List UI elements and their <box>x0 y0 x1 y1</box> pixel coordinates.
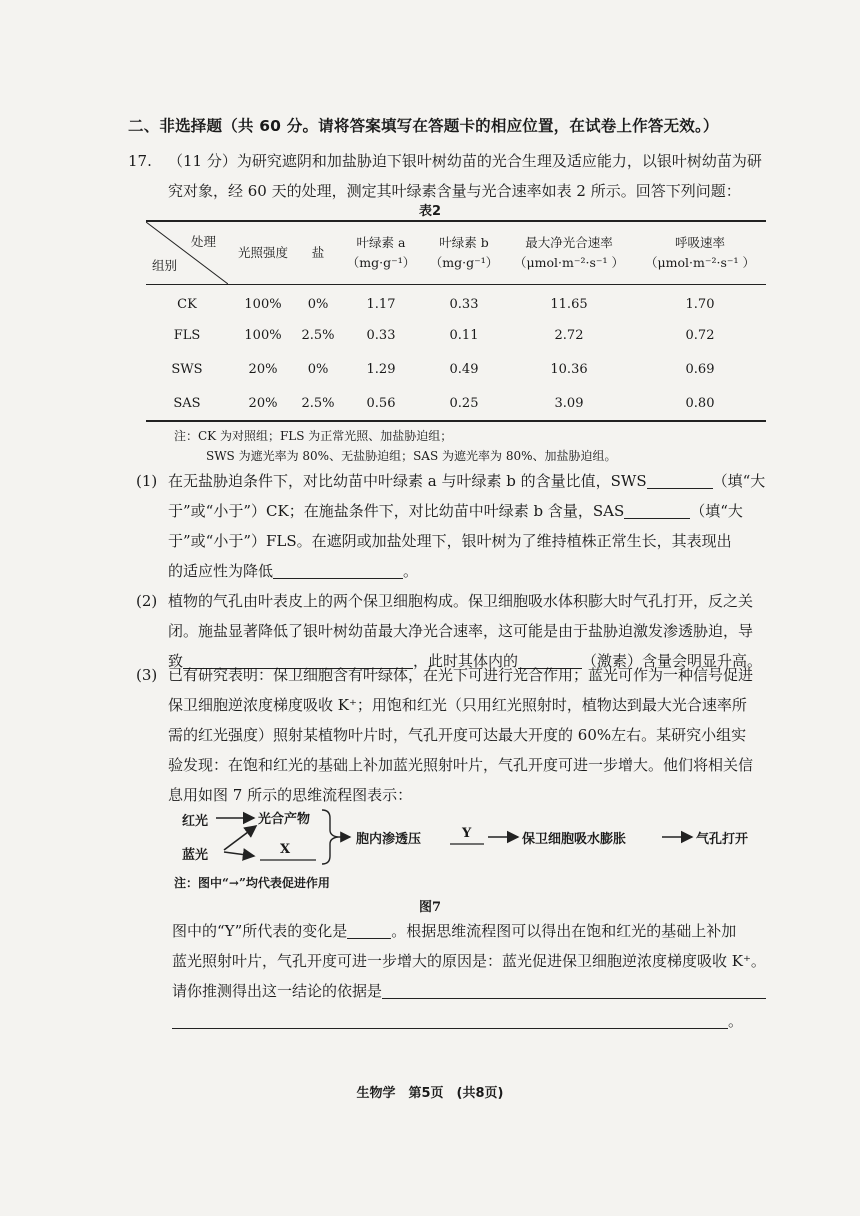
table-row <box>146 285 766 319</box>
table-cell: 0.33 <box>366 328 396 343</box>
part-1 <box>136 466 786 586</box>
table-note-line-2: SWS 为遮光率为 80%、无盐胁迫组；SAS 为遮光率为 80%、加盐胁迫组。 <box>206 449 617 463</box>
part-1-text: 的适应性为降低 <box>168 562 274 580</box>
table-cell: 0.56 <box>366 395 396 411</box>
header-chl-a: 叶绿素 a （mg·g⁻¹） <box>346 235 416 270</box>
figure-caption: 图7 <box>418 900 442 915</box>
question-17-intro <box>128 146 768 206</box>
header-chl-b: 叶绿素 b （mg·g⁻¹） <box>429 235 499 270</box>
flow-diagram <box>180 800 780 870</box>
table-cell: 1.17 <box>366 297 396 313</box>
part-3-text: 已有研究表明：保卫细胞含有叶绿体，在光下可进行光合作用；蓝光可作为一种信号促进 <box>168 666 754 684</box>
part-1-text: （填“大 <box>690 502 743 520</box>
corner-cell <box>146 221 228 285</box>
part-2-text: ，此时其体内的 <box>413 652 519 670</box>
table-cell: FLS <box>173 328 201 343</box>
table-cell: 20% <box>248 395 278 411</box>
header-respiration: 呼吸速率 （μmol·m⁻²·s⁻¹ ） <box>645 235 755 270</box>
table-cell: 100% <box>244 328 282 343</box>
answer-blank-7[interactable] <box>382 980 766 999</box>
part-1-text: 于”或“小于”）FLS。在遮阴或加盐处理下，银叶树为了维持植株正常生长，其表现出 <box>168 532 732 550</box>
table-cell: 0.69 <box>685 362 715 377</box>
table-cell: CK <box>177 297 197 313</box>
part-3-text: 验发现：在饱和红光的基础上补加蓝光照射叶片，气孔开度可进一步增大。他们将相关信 <box>168 756 754 774</box>
corner-bottom-label: 组别 <box>152 258 178 273</box>
question-number: 17. <box>128 152 152 170</box>
header-light: 光照强度 <box>237 245 288 260</box>
part-3-text: 息用如图 7 所示的思维流程图表示： <box>168 786 413 804</box>
answer-blank-6[interactable] <box>347 920 391 939</box>
part-2-text: 植物的气孔由叶表皮上的两个保卫细胞构成。保卫细胞吸水体积膨大时气孔打开，反之关 <box>168 592 754 610</box>
table-cell: 0.33 <box>449 297 479 313</box>
table-cell: SWS <box>171 362 203 377</box>
table-cell: 2.72 <box>554 328 584 343</box>
table-cell: 0% <box>307 297 329 313</box>
intro-line-1: （11 分）为研究遮阴和加盐胁迫下银叶树幼苗的光合生理及适应能力，以银叶树幼苗为研 <box>168 152 762 170</box>
part-3-text: 保卫细胞逆浓度梯度吸收 K⁺；用饱和红光（只用红光照射时，植物达到最大光合速率所 <box>168 696 747 714</box>
table-cell: 10.36 <box>550 362 588 377</box>
part-1-text: 。 <box>403 562 419 580</box>
table-cell: 0.80 <box>685 395 715 411</box>
flow-photosynthetic-product: 光合产物 <box>258 812 311 827</box>
tail-text: 图中的“Y”所代表的变化是 <box>172 922 348 940</box>
table-note-line-1: 注：CK 为对照组；FLS 为正常光照、加盐胁迫组； <box>174 429 453 443</box>
part-2-label: (2) <box>136 592 158 610</box>
flow-guard-cell-swelling: 保卫细胞吸水膨胀 <box>522 832 627 847</box>
table-cell: SAS <box>173 395 201 411</box>
tail-text: 。 <box>728 1012 744 1030</box>
table-cell: 1.70 <box>685 297 715 313</box>
table-cell: 1.29 <box>366 362 396 377</box>
table-header-row <box>146 221 766 285</box>
table-cell: 0.25 <box>449 395 479 411</box>
tail-text: 请你推测得出这一结论的依据是 <box>172 982 383 1000</box>
answer-blank-8[interactable] <box>172 1010 728 1029</box>
table-row <box>146 387 766 421</box>
corner-top-label: 处理 <box>190 234 216 249</box>
table-row <box>146 353 766 387</box>
answer-blank-3[interactable] <box>273 560 403 579</box>
data-table <box>146 220 766 422</box>
answer-blank-2[interactable] <box>624 500 690 519</box>
part-2-text: 闭。施盐显著降低了银叶树幼苗最大净光合速率，这可能是由于盐胁迫激发渗透胁迫，导 <box>168 622 754 640</box>
figure-note: 注：图中“→”均代表促进作用 <box>174 876 330 890</box>
intro-line-2: 究对象，经 60 天的处理，测定其叶绿素含量与光合速率如表 2 所示。回答下列问题： <box>168 182 741 200</box>
table-cell: 0.49 <box>449 362 479 377</box>
flow-stomata-open: 气孔打开 <box>696 832 749 847</box>
header-salt: 盐 <box>311 245 325 260</box>
flow-blue-light: 蓝光 <box>182 848 209 863</box>
flow-red-light: 红光 <box>182 814 209 829</box>
table-caption: 表2 <box>418 204 442 219</box>
part-1-text: 在无盐胁迫条件下，对比幼苗中叶绿素 a 与叶绿素 b 的含量比值，SWS <box>168 472 647 490</box>
flow-x-label: X <box>280 842 291 857</box>
table-row <box>146 319 766 353</box>
section-title: 二、非选择题（共 60 分。请将答案填写在答题卡的相应位置，在试卷上作答无效。） <box>128 117 719 135</box>
part-3 <box>136 660 786 810</box>
tail-text: 。根据思维流程图可以得出在饱和红光的基础上补加 <box>391 922 737 940</box>
table-cell: 0.72 <box>685 328 715 343</box>
part-1-text: 于”或“小于”）CK；在施盐条件下，对比幼苗中叶绿素 b 含量，SAS <box>168 502 625 520</box>
table-cell: 2.5% <box>301 328 335 343</box>
table-cell: 11.65 <box>550 297 588 313</box>
part-3-label: (3) <box>136 666 158 684</box>
part-1-label: (1) <box>136 472 158 490</box>
header-max-net-photosynthesis: 最大净光合速率 （μmol·m⁻²·s⁻¹ ） <box>514 235 624 270</box>
answer-blank-1[interactable] <box>647 470 713 489</box>
part-2-text: （激素）含量会明显升高。 <box>582 652 763 670</box>
tail-text: 蓝光照射叶片，气孔开度可进一步增大的原因是：蓝光促进保卫细胞逆浓度梯度吸收 K⁺。 <box>172 952 766 970</box>
question-tail <box>172 916 792 1036</box>
table-cell: 3.09 <box>554 395 584 411</box>
table-cell: 100% <box>244 297 282 313</box>
page-footer: 生物学 第5页 (共8页) <box>356 1086 504 1101</box>
part-3-text: 需的红光强度）照射某植物叶片时，气孔开度可达最大开度的 60%左右。某研究小组实 <box>168 726 747 744</box>
flow-y-label: Y <box>462 826 472 841</box>
table-cell: 2.5% <box>301 395 335 411</box>
table-cell: 0% <box>307 362 329 377</box>
part-1-text: （填“大 <box>712 472 766 490</box>
part-2-text: 致 <box>168 652 184 670</box>
table-cell: 20% <box>248 362 278 377</box>
flow-osmotic-pressure: 胞内渗透压 <box>356 832 422 847</box>
table-cell: 0.11 <box>449 328 479 343</box>
